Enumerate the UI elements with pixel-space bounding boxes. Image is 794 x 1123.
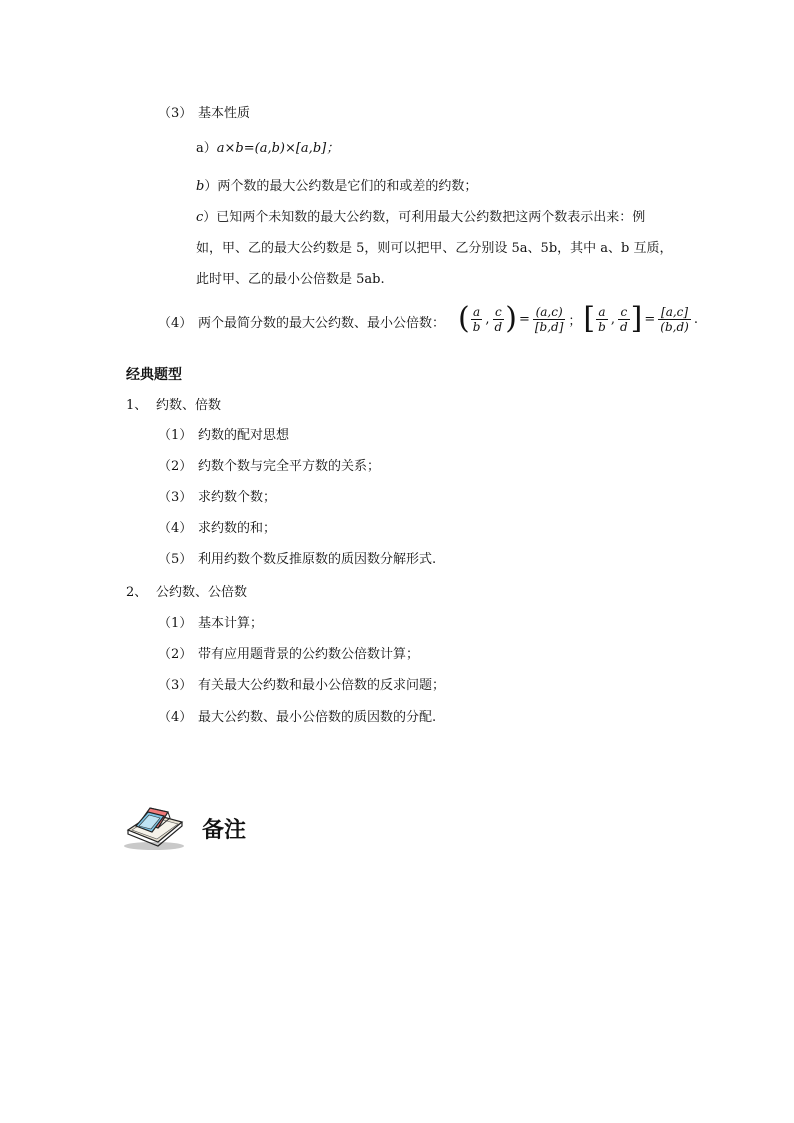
prop-b (196, 179, 477, 195)
group-title: 约数、倍数 (156, 398, 222, 413)
fraction-a-b: $\frac{a}{b}$ (472, 304, 481, 334)
list-item: 求约数个数； (198, 490, 277, 505)
prop-a-formula: a×b=(a,b)×[a,b]； (216, 141, 340, 156)
left-bracket: [ (583, 301, 596, 336)
list-item-number: （4） (158, 710, 193, 725)
list-item-number: （4） (158, 521, 193, 536)
lcm-result: $\frac{[a,c]}{(b,d)}$ (660, 304, 689, 334)
prop-c-text1: ）已知两个未知数的最大公约数，可利用最大公约数把这两个数表示出来：例 (203, 210, 646, 225)
list-item: 约数的配对思想 (198, 428, 290, 443)
list-item: 有关最大公约数和最小公倍数的反求问题； (198, 678, 446, 693)
list-item: 约数个数与完全平方数的关系； (198, 459, 381, 474)
fraction-c-d: $\frac{c}{d}$ (494, 304, 503, 334)
fraction-rule-text: 两个最简分数的最大公约数、最小公倍数： (198, 316, 446, 331)
fraction-a-b-2: $\frac{a}{b}$ (598, 304, 606, 334)
prop-a-label: a） (196, 141, 217, 156)
list-item-number: （1） (158, 428, 193, 443)
prop-c-line2: 如，甲、乙的最大公约数是 5，则可以把甲、乙分别设 5a、5b，其中 a、b 互质， (196, 241, 673, 256)
prop-b-label: b (196, 179, 205, 194)
fraction-formula: ( $\frac{a}{b}$ , $\frac{c}{d}$ ) = $\frac{(a,c)}{[b,d]}$ ； [ $\frac{a}{b}$ , $\frac{c}{d}$ ] = $\frac{[a,c]}{(b,d)}$ . (458, 301, 698, 336)
fraction-rule-number: （4） (158, 316, 193, 331)
list-item: 最大公约数、最小公倍数的质因数的分配. (198, 710, 437, 725)
group-number: 1、 (126, 398, 148, 413)
section-title: 经典题型 (126, 367, 182, 383)
list-item-number: （3） (158, 490, 193, 505)
prop-a (196, 141, 339, 157)
notes-label: 备注 (202, 818, 247, 843)
list-item: 带有应用题背景的公约数公倍数计算； (198, 647, 420, 662)
list-item: 求约数的和； (198, 521, 277, 536)
list-item: 基本计算； (198, 616, 264, 631)
list-item-number: （2） (158, 459, 193, 474)
formula-separator: ； (568, 313, 582, 329)
book-icon (122, 800, 190, 852)
list-item: 利用约数个数反推原数的质因数分解形式. (198, 552, 437, 567)
left-paren: ( (458, 301, 470, 336)
right-paren: ) (505, 301, 517, 336)
props-number: （3） (158, 106, 193, 121)
list-item-number: （1） (158, 616, 193, 631)
right-bracket: ] (630, 301, 643, 336)
props-heading: 基本性质 (198, 106, 251, 121)
list-item-number: （3） (158, 678, 193, 693)
prop-b-text: ）两个数的最大公约数是它们的和或差的约数； (204, 179, 478, 194)
prop-c-line3: 此时甲、乙的最小公倍数是 5ab. (196, 272, 385, 287)
group-title: 公约数、公倍数 (156, 585, 248, 600)
list-item-number: （5） (158, 552, 193, 567)
fraction-c-d-2: $\frac{c}{d}$ (619, 304, 628, 334)
prop-c-label: c (196, 210, 204, 225)
list-item-number: （2） (158, 647, 193, 662)
prop-c-line1 (196, 210, 645, 226)
group-number: 2、 (126, 585, 148, 600)
gcd-result: $\frac{(a,c)}{[b,d]}$ (534, 304, 564, 334)
formula-end: . (693, 311, 698, 327)
